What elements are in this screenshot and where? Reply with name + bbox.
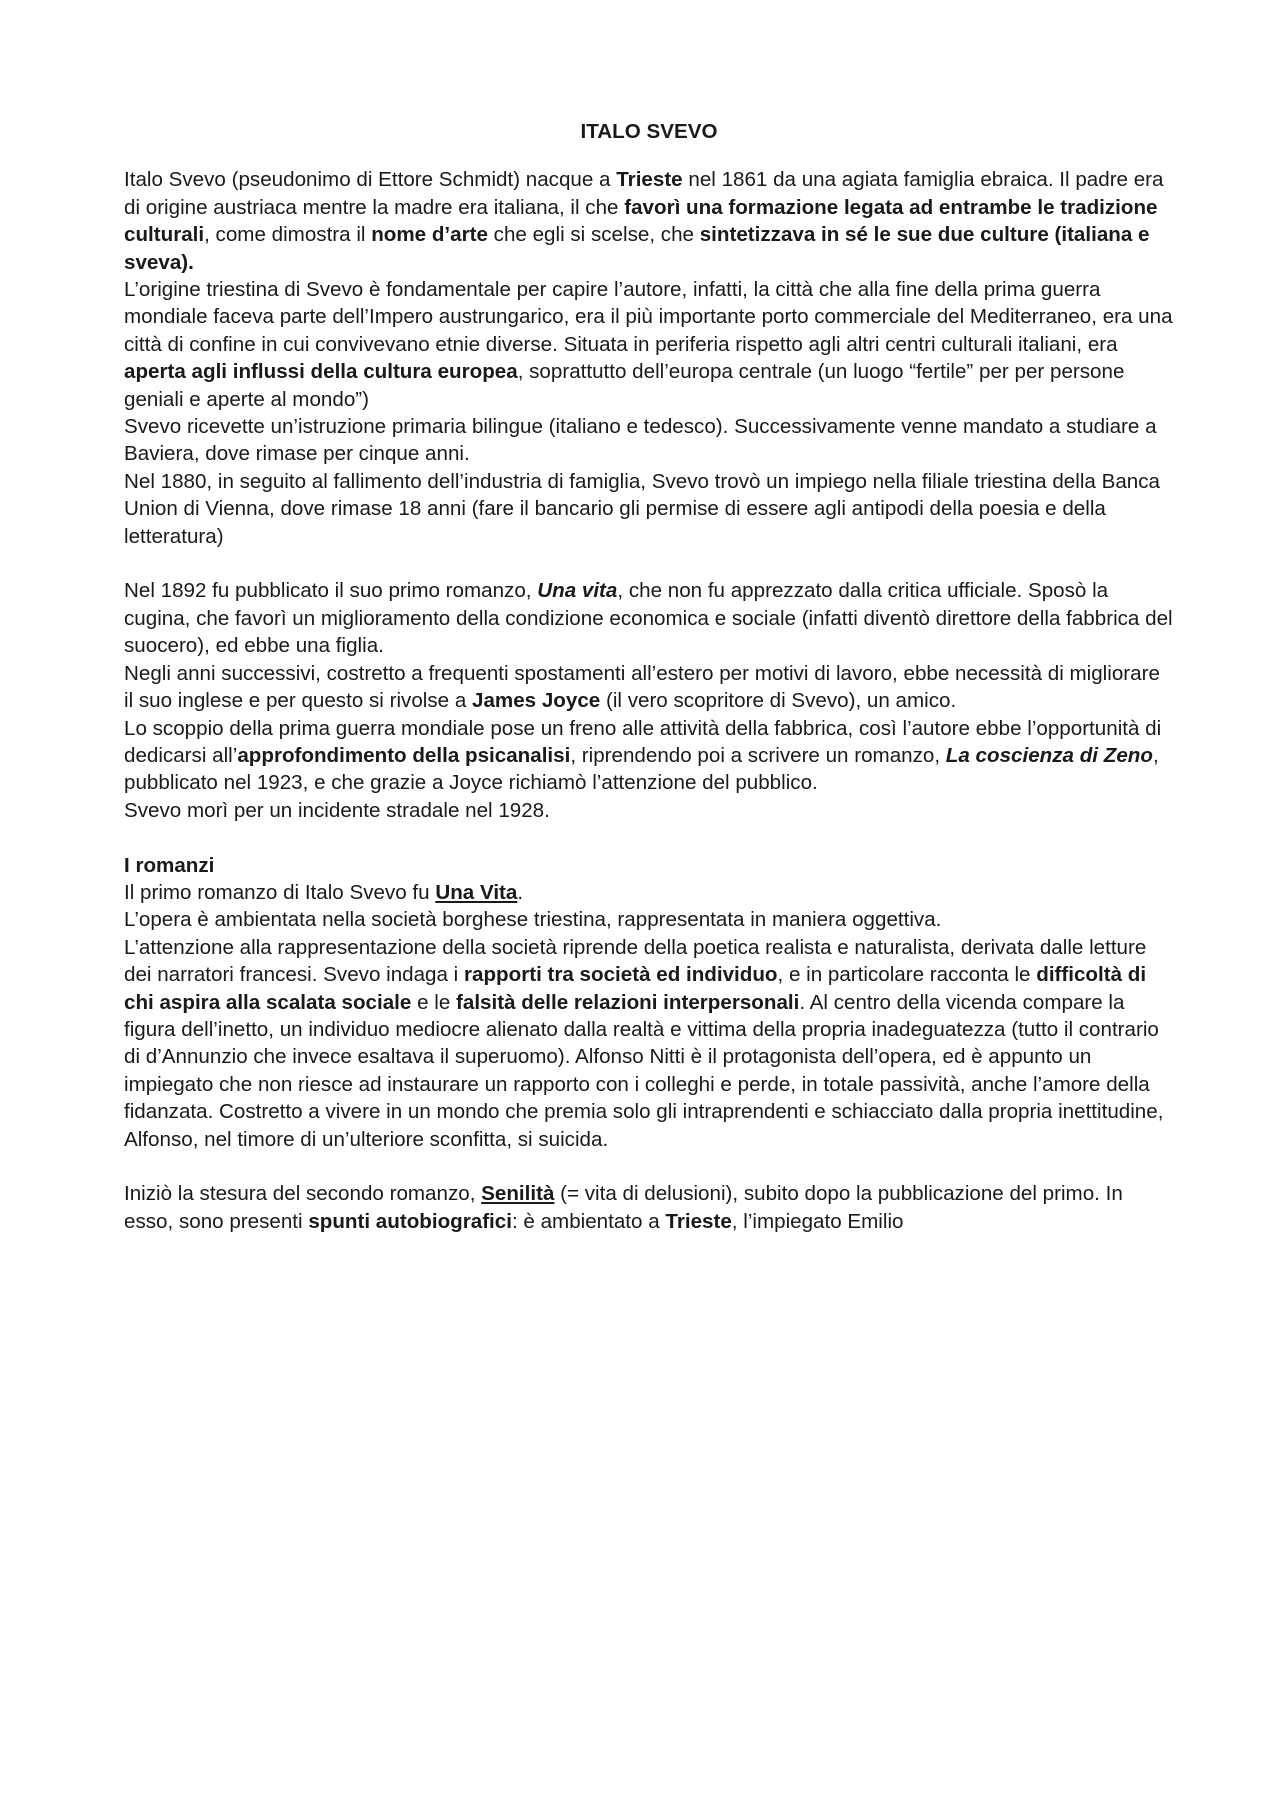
emphasis-text: difficoltà di chi aspira alla scalata sociale [124, 963, 1147, 1014]
text-run: (il vero scopritore di Svevo), un amico. [600, 689, 957, 713]
text-run: L’attenzione alla rappresentazione della società riprende della poetica realista e naturalista, derivata dalle letture dei narratori francesi. Svevo indaga i [124, 935, 1147, 987]
text-run: L’opera è ambientata nella società borghese triestina, rappresentata in maniera oggettiva. [124, 908, 942, 932]
text-run: Nel 1880, in seguito al fallimento dell’industria di famiglia, Svevo trovò un impiego nella filiale triestina della Banca Union di Vienna, dove rimase 18 anni (fare il bancario gli permise di essere agli antipodi della poesia e della letteratura) [124, 469, 1160, 548]
emphasis-text: Trieste [616, 168, 683, 192]
emphasis-text: James Joyce [472, 689, 601, 713]
text-run: (= vita di delusioni), subito dopo la pubblicazione del primo. In esso, sono presenti [124, 1182, 1123, 1233]
emphasis-text: Trieste [665, 1209, 732, 1233]
text-run: Negli anni successivi, costretto a frequenti spostamenti all’estero per motivi di lavoro, ebbe necessità di migliorare il suo inglese e per questo si rivolse a [124, 661, 1160, 713]
paragraph [124, 577, 1174, 659]
text-run: . [517, 880, 524, 904]
paragraph [124, 1180, 1174, 1235]
paragraph [124, 468, 1174, 550]
emphasis-text: sintetizzava in sé le sue due culture (italiana e sveva). [124, 223, 1150, 274]
text-run: , l’impiegato Emilio [731, 1209, 904, 1233]
emphasis-text: approfondimento della psicanalisi [237, 743, 571, 767]
text-run: Italo Svevo (pseudonimo di Ettore Schmidt) nacque a [124, 168, 617, 192]
document-title: ITALO SVEVO [580, 120, 718, 143]
text-run: , come dimostra il [204, 223, 372, 247]
text-run: Iniziò la stesura del secondo romanzo, [124, 1182, 482, 1206]
text-run: Svevo morì per un incidente stradale nel 1928. [124, 798, 550, 822]
paragraph [124, 879, 1174, 906]
emphasis-text: aperta agli influssi della cultura europea [124, 360, 518, 384]
text-run: , soprattutto dell’europa centrale (un luogo “fertile” per per persone geniali e aperte al mondo”) [124, 360, 1125, 411]
paragraph [124, 413, 1174, 468]
paragraph [124, 906, 1174, 933]
paragraph [124, 660, 1174, 715]
text-run: : è ambientato a [511, 1209, 666, 1233]
text-run: . Al centro della vicenda compare la figura dell’inetto, un individuo mediocre alienato dalla realtà e vittima della propria inadeguatezza (tutto il contrario di d’Annunzio che invece esaltava il superuomo). Alfonso Nitti è il protagonista dell’opera, ed è appunto un impiegato che non riesce ad instaurare un rapporto con i colleghi e perde, in totale passività, anche l’amore della fidanzata. Costretto a vivere in un mondo che premia solo gli intraprendenti e schiacciato dalla propria inettitudine, Alfonso, nel timore di un’ulteriore sconfitta, si suicida. [124, 990, 1164, 1151]
text-run: Nel 1892 fu pubblicato il suo primo romanzo, [124, 579, 538, 603]
text-run: Svevo ricevette un’istruzione primaria bilingue (italiano e tedesco). Successivamente venne mandato a studiare a Baviera, dove rimase per cinque anni. [124, 415, 1157, 466]
section-heading [124, 852, 1174, 879]
text-run: , riprendendo poi a scrivere un romanzo, [570, 743, 946, 767]
emphasis-text: spunti autobiografici [308, 1209, 512, 1233]
text-run: , e in particolare racconta le [777, 963, 1037, 987]
text-run: , pubblicato nel 1923, e che grazie a Joyce richiamò l’attenzione del pubblico. [124, 743, 1159, 795]
emphasis-text: La coscienza di Zeno [945, 743, 1153, 767]
text-run: e le [411, 990, 457, 1014]
emphasis-text: Senilità [481, 1182, 555, 1206]
paragraph [124, 934, 1174, 1153]
emphasis-text: favorì una formazione legata ad entrambe le tradizione culturali [124, 195, 1158, 247]
paragraph [124, 715, 1174, 797]
paragraph [124, 166, 1174, 276]
text-run: Lo scoppio della prima guerra mondiale pose un freno alle attività della fabbrica, così l’autore ebbe l’opportunità di dedicarsi all’ [124, 716, 1162, 767]
emphasis-text: I romanzi [124, 853, 215, 877]
paragraph [124, 276, 1174, 413]
document-body [124, 118, 1174, 1235]
paragraph-spacer [124, 550, 1174, 577]
emphasis-text: Una vita [537, 579, 618, 603]
text-run: L’origine triestina di Svevo è fondamentale per capire l’autore, infatti, la città che alla fine della prima guerra mondiale faceva parte dell’Impero austrungarico, era il più importante porto commerciale del Mediterraneo, era una città di confine in cui convivevano etnie diverse. Situata in periferia rispetto agli altri centri culturali italiani, era [124, 278, 1173, 356]
emphasis-text: falsità delle relazioni interpersonali [456, 990, 800, 1014]
text-run: nel 1861 da una agiata famiglia ebraica. Il padre era di origine austriaca mentre la madre era italiana, il che [124, 168, 1164, 219]
text-run: Il primo romanzo di Italo Svevo fu [124, 880, 436, 904]
emphasis-text: rapporti tra società ed individuo [463, 963, 778, 987]
paragraph-spacer [124, 1153, 1174, 1180]
emphasis-text: nome d’arte [371, 223, 488, 247]
text-run: che egli si scelse, che [487, 223, 700, 247]
paragraph-spacer [124, 824, 1174, 851]
text-run: , che non fu apprezzato dalla critica ufficiale. Sposò la cugina, che favorì un miglioramento della condizione economica e sociale (infatti diventò direttore della fabbrica del suocero), ed ebbe una figlia. [124, 579, 1173, 658]
emphasis-text: Una Vita [435, 880, 518, 904]
paragraph-list [124, 166, 1174, 1235]
paragraph [124, 797, 1174, 824]
